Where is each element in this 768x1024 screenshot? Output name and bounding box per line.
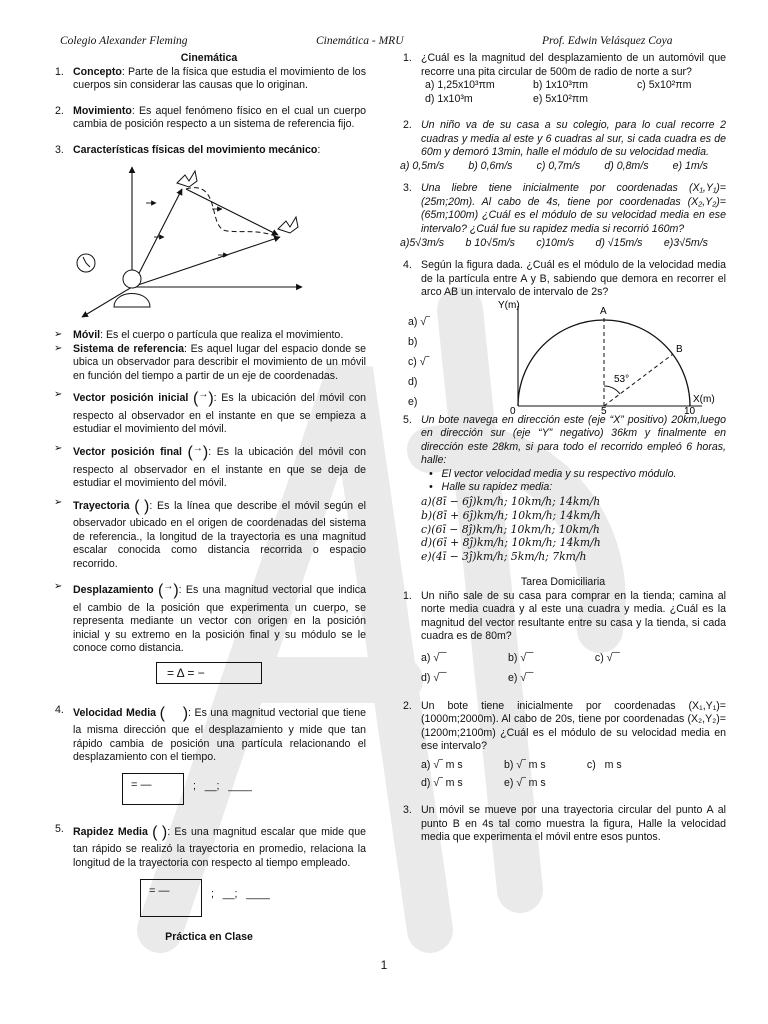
practice-title: Práctica en Clase	[165, 930, 253, 943]
item-movimiento: 2. Movimiento: Es aquel fenómeno físico en el cual un cuerpo cambia de posición respecto a un sistema de referencia fijo.	[55, 104, 366, 131]
homework-1: 1. Un niño sale de su casa para comprar en la tienda; camina al norte media cuadra y al este una cuadra y media. ¿Cuál es la magnitud del vector resultante entre su casa y la tienda, si cada cuadra es de 80m? a) √‾‾ b) √‾‾ c) √‾‾ d) √‾‾ e) √‾‾	[400, 590, 726, 688]
question-3: 3. Una liebre tiene inicialmente por coordenadas (X₁,Y₁)=(25m;20m). Al cabo de 4s, tiene por coordenadas (X₂,Y₂)=(65m;100m) ¿Cuál es el módulo de su velocidad media en ese intervalo? ¿Cuál fue su rapidez media si recorrió 160m?	[403, 182, 726, 236]
velocity-formula-row: = — ; __; ____	[52, 767, 366, 805]
q1-options: a) 1,25x10³πm b) 1x10³πm c) 5x10²πm d) 1x10³m e) 5x10²πm	[425, 79, 692, 105]
point-a-label: A	[600, 305, 607, 317]
bullet-vector-posicion-inicial: ➢ Vector posición inicial (→): Es la ubicación del móvil con respecto al observador en el instante en que se empieza a estudiar el movimiento del móvil.	[54, 389, 366, 436]
speed-formula-row: = — ; __; ____	[52, 873, 366, 917]
question-2: 2. Un niño va de su casa a su colegio, para lo cual recorre 2 cuadras y media al este y 6 cuadras al sur, si cada cuadra es de 60m y demoró 13min, halle el módulo de su velocidad media.	[403, 119, 726, 159]
page-number: 1	[380, 958, 388, 972]
observer-head-icon	[123, 270, 141, 288]
item-concepto: 1. Concepto: Parte de la física que estudia el movimiento de los cuerpos sin considerar las causas que lo originan.	[55, 65, 366, 92]
y-axis-label: Y(m)	[498, 299, 520, 311]
q5-subitems: • El vector velocidad media y su respectivo módulo. • Halle su rapidez media:	[429, 467, 677, 494]
speed-formula: = —	[140, 879, 202, 917]
item-velocidad-media: 4. Velocidad Media ( ): Es una magnitud vectorial que tiene la misma dirección que el desplazamiento y mide que tan rápido cambia de posición una partícula relacionando el desplazamiento con el tiempo.	[55, 703, 366, 764]
q3-options: a)5√3m/s b 10√5m/s c)10m/s d) √15m/s e)3√5m/s	[400, 236, 708, 249]
displacement-formula: = Δ = −	[156, 662, 262, 684]
bullet-desplazamiento: ➢ Desplazamiento (→): Es una magnitud vectorial que indica el cambio de la posición que experimenta un cuerpo, se representa mediante un vector con origen en la posición inicial y su extremo en la posición final y su módulo se le conoce como distancia.	[54, 581, 366, 655]
school-name: Colegio Alexander Fleming	[60, 35, 188, 47]
q4-block	[400, 299, 726, 414]
bullet-trayectoria: ➢ Trayectoria ( ): Es la línea que describe el móvil según el observador ubicado en el origen de coordenadas del sistema de referencia., la longitud de la trayectoria es una magnitud escalar conocida como distancia recorrida o espacio recorrido.	[54, 496, 366, 570]
homework-2: 2. Un bote tiene inicialmente por coordenadas (X₁,Y₁)=(1000m;2000m). Al cabo de 20s, tiene por coordenadas (X₂,Y₂)=(1200m;2100m) ¿Cuál es el módulo de su velocidad media en ese intervalo? a) √‾ m s b) √‾ m s c) m s d) √‾ m s e) √‾ m s	[400, 700, 726, 792]
displacement-vector	[186, 189, 278, 235]
x-axis-label: X(m)	[693, 393, 715, 405]
subject-name: Cinemática - MRU	[316, 35, 404, 47]
point-b-label: B	[676, 343, 683, 355]
bullet-sistema-referencia: ➢ Sistema de referencia: Es aquel lugar del espacio donde se ubica un observador para describir el movimiento de un móvil en función del tiempo a partir de un eje de coordenadas.	[54, 342, 367, 382]
bullet-movil: ➢ Móvil: Es el cuerpo o partícula que realiza el movimiento.	[54, 329, 344, 342]
homework-3: 3. Un móvil se mueve por una trayectoria circular del punto A al punto B en 4s tal como muestra la figura, Halle la velocidad media que experimenta el móvil entre esos puntos.	[403, 804, 726, 844]
left-column	[52, 52, 366, 944]
observer-body-icon	[114, 294, 150, 308]
right-column	[400, 52, 726, 845]
teacher-name: Prof. Edwin Velásquez Coya	[542, 35, 673, 47]
h1-options: a) √‾‾ b) √‾‾ c) √‾‾ d) √‾‾ e) √‾‾	[421, 651, 620, 684]
angle-label: 53°	[614, 373, 630, 385]
bird-final-icon	[278, 217, 298, 233]
item-caracteristicas: 3. Características físicas del movimiento mecánico:	[55, 143, 321, 156]
q5-options: a)(8ī − 6ĵ)km/h; 10km/h; 14km/h b)(8ī + 6ĵ)km/h; 10km/h; 14km/h c)(6ī − 8ĵ)km/h; 10km/h; 10km/h d)(6ī + 8ĵ)km/h; 10km/h; 14km/h e)(4ī − 3ĵ)km/h; 5km/h; 7km/h	[421, 495, 601, 564]
motion-diagram	[52, 159, 366, 329]
velocity-formula: = —	[122, 773, 184, 805]
item-rapidez-media: 5. Rapidez Media ( ): Es una magnitud escalar que mide que tan rápido se realizó la trayectoria en promedio, relaciona la longitud de la trayectoria con respecto al tiempo empleado.	[55, 823, 366, 870]
q2-options: a) 0,5m/s b) 0,6m/s c) 0,7m/s d) 0,8m/s e) 1m/s	[400, 159, 708, 172]
question-4: 4. Según la figura dada. ¿Cuál es el módulo de la velocidad media de la partícula entre A y B, sabiendo que demora en recorrer el arco AB un intervalo de intervalo de 2s?	[403, 259, 726, 299]
homework-title: Tarea Domiciliaria	[520, 576, 606, 589]
question-1: 1. ¿Cuál es la magnitud del desplazamiento de un automóvil que recorre una pita circular de 500m de radio de norte a sur? a) 1,25x10³πm b) 1x10³πm c) 5x10²πm d) 1x10³m e) 5x10²πm	[403, 52, 726, 105]
section-title: Cinemática	[180, 52, 238, 64]
tick-10: 10	[684, 405, 696, 414]
h2-options: a) √‾ m s b) √‾ m s c) m s d) √‾ m s e) √‾ m s	[421, 759, 622, 790]
q4-options: a) √‾ b) c) √‾ d) e)	[408, 315, 430, 408]
question-5: 5. Un bote navega en dirección este (eje “X” positivo) 20km,luego en dirección sur (eje “Y” negativo) 36km y finalmente en dirección este 28km, si para todo el recorrido empleó 6 horas, halle: • El vector velocidad media y su respectivo módulo. • Halle su rapidez media: a)(8ī − 6ĵ)km/h; 10km/h; 14km/h b)(8ī + 6ĵ)km/h; 10km/h; 14km/h c)(6ī − 8ĵ)km/h; 10km/h; 10km/h d)(6ī + 8ĵ)km/h; 10km/h; 14km/h e)(4ī − 3ĵ)km/h; 5km/h; 7km/h	[403, 413, 726, 564]
bird-initial-icon	[177, 171, 197, 187]
tick-0: 0	[510, 405, 516, 414]
bullet-vector-posicion-final: ➢ Vector posición final (→): Es la ubicación del móvil con respecto al observador en el instante en que se deja de estudiar el movimiento del móvil.	[54, 443, 367, 490]
semicircle-figure	[496, 296, 736, 414]
page-header	[60, 34, 728, 50]
tick-5: 5	[601, 405, 607, 414]
